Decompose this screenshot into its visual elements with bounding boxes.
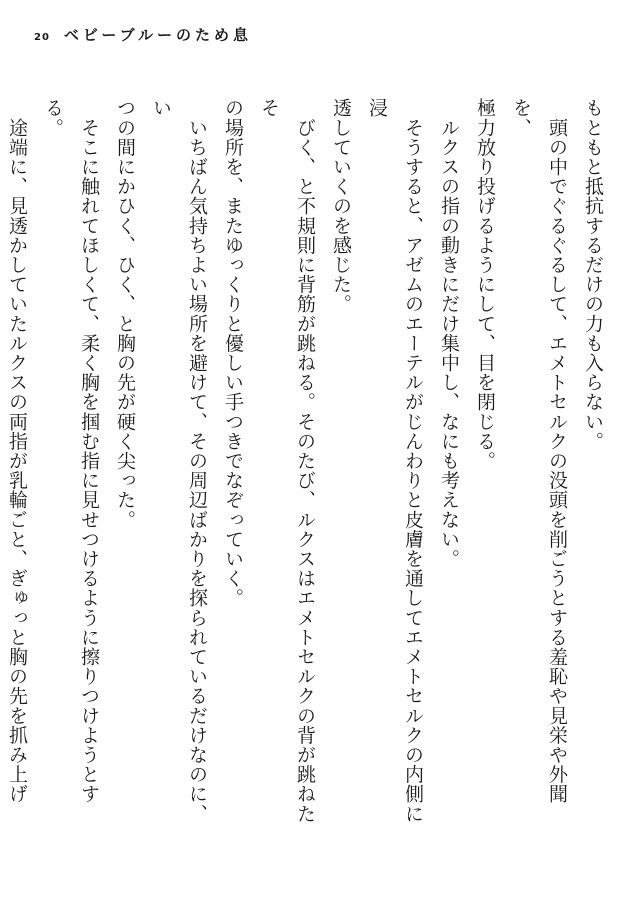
text-line: ルクスの指の動きにだけ集中し、なにも考えない。 xyxy=(438,98,460,569)
text-line: の場所を、またゆっくりと優しい手つきでなぞっていく。 xyxy=(222,98,244,608)
text-line: 頭の中でぐるぐるして、エメトセルクの没頭を削ごうとする羞恥や見栄や外聞を、 xyxy=(510,98,568,804)
text-line: 透していくのを感じた。 xyxy=(330,98,352,314)
text-line: そうすると、アゼムのエーテルがじんわりと皮膚を通してエメトセルクの内側に浸 xyxy=(366,98,424,824)
page-number: 20 xyxy=(34,32,50,43)
text-line: そこに触れてほしくて、柔く胸を掴む指に見せつけるように擦りつけようとする。 xyxy=(42,98,100,804)
running-head xyxy=(34,24,252,46)
text-line: いちばん気持ちよい場所を避けて、その周辺ばかりを探られているだけなのに、い xyxy=(150,98,208,824)
text-line: 途端に、見透かしていたルクスの両指が乳輪ごと、ぎゅっと胸の先を抓み上げ xyxy=(6,117,28,804)
text-line: つの間にかひく、ひく、と胸の先が硬く尖った。 xyxy=(114,98,136,530)
text-line: もともと抵抗するだけの力も入らない。 xyxy=(582,98,604,451)
text-line: びく、と不規則に背筋が跳ねる。そのたび、ルクスはエメトセルクの背が跳ねたそ xyxy=(258,98,316,824)
text-line: 極力放り投げるようにして、目を閉じる。 xyxy=(474,98,496,471)
vertical-text-body xyxy=(6,98,611,838)
book-title: ベビーブルーのため息 xyxy=(63,26,252,44)
